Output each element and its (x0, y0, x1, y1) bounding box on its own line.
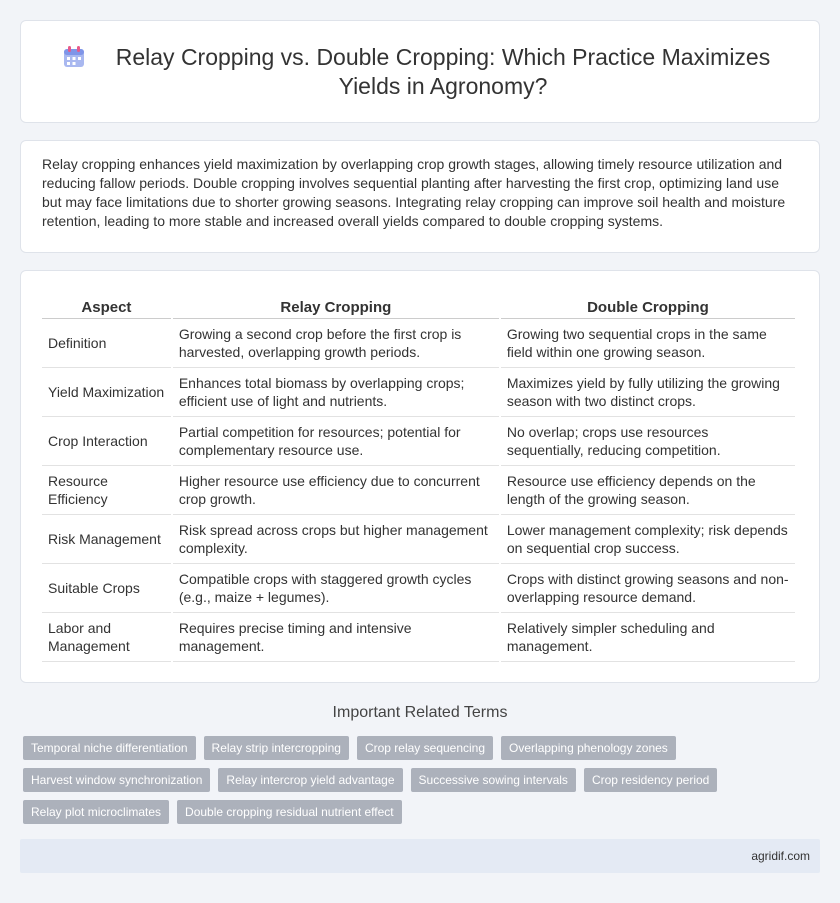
related-term-tag[interactable]: Relay intercrop yield advantage (218, 768, 402, 792)
row-aspect: Resource Efficiency (42, 466, 171, 515)
header-card (20, 20, 820, 123)
page-title: Relay Cropping vs. Double Cropping: Which Practice Maximizes Yields in Agronomy? (115, 43, 771, 99)
related-terms-title: Important Related Terms (332, 704, 508, 721)
row-aspect: Suitable Crops (42, 564, 171, 613)
related-term-tag[interactable]: Relay strip intercropping (204, 736, 349, 760)
row-double: Lower management complexity; risk depends on sequential crop success. (501, 515, 795, 564)
related-term-tag[interactable]: Harvest window synchronization (23, 768, 210, 792)
row-double: Maximizes yield by fully utilizing the growing season with two distinct crops. (501, 368, 795, 417)
footer (20, 839, 820, 873)
tag-row (23, 736, 823, 760)
table-row (42, 564, 795, 613)
table-row (42, 466, 795, 515)
calendar-icon (61, 44, 87, 70)
table-row (42, 515, 795, 564)
row-double: Growing two sequential crops in the same field within one growing season. (501, 319, 795, 368)
tag-row (23, 768, 823, 792)
header-relay: Relay Cropping (173, 295, 499, 319)
tag-row (23, 800, 823, 824)
row-relay: Risk spread across crops but higher management complexity. (173, 515, 499, 564)
row-relay: Enhances total biomass by overlapping crops; efficient use of light and nutrients. (173, 368, 499, 417)
row-relay: Compatible crops with staggered growth cycles (e.g., maize + legumes). (173, 564, 499, 613)
footer-site-link[interactable]: agridif.com (751, 849, 810, 863)
related-term-tag[interactable]: Temporal niche differentiation (23, 736, 196, 760)
related-term-tag[interactable]: Crop relay sequencing (357, 736, 493, 760)
comparison-table (40, 295, 797, 662)
related-terms-tags (23, 736, 823, 832)
related-term-tag[interactable]: Successive sowing intervals (411, 768, 576, 792)
row-double: Relatively simpler scheduling and management. (501, 613, 795, 662)
row-aspect: Labor and Management (42, 613, 171, 662)
comparison-card (20, 270, 820, 683)
related-term-tag[interactable]: Relay plot microclimates (23, 800, 169, 824)
related-term-tag[interactable]: Double cropping residual nutrient effect (177, 800, 402, 824)
row-aspect: Definition (42, 319, 171, 368)
row-aspect: Crop Interaction (42, 417, 171, 466)
related-term-tag[interactable]: Overlapping phenology zones (501, 736, 676, 760)
row-relay: Partial competition for resources; potential for complementary resource use. (173, 417, 499, 466)
row-relay: Higher resource use efficiency due to concurrent crop growth. (173, 466, 499, 515)
row-aspect: Yield Maximization (42, 368, 171, 417)
header-aspect: Aspect (42, 295, 171, 319)
intro-text: Relay cropping enhances yield maximization by overlapping crop growth stages, allowing timely resource utilization and reducing fallow periods. Double cropping involves sequential planting after harvesting the first crop, optimizing land use but may face limitations due to shorter growing seasons. Integrating relay cropping can improve soil health and moisture retention, leading to more stable and increased overall yields compared to double cropping systems. (42, 156, 786, 229)
table-row (42, 417, 795, 466)
row-relay: Requires precise timing and intensive management. (173, 613, 499, 662)
related-term-tag[interactable]: Crop residency period (584, 768, 717, 792)
table-header-row (42, 295, 795, 319)
table-row (42, 368, 795, 417)
header-double: Double Cropping (501, 295, 795, 319)
row-double: Crops with distinct growing seasons and non-overlapping resource demand. (501, 564, 795, 613)
row-aspect: Risk Management (42, 515, 171, 564)
row-double: No overlap; crops use resources sequentially, reducing competition. (501, 417, 795, 466)
intro-card (20, 140, 820, 253)
row-relay: Growing a second crop before the first crop is harvested, overlapping growth periods. (173, 319, 499, 368)
table-row (42, 319, 795, 368)
row-double: Resource use efficiency depends on the length of the growing season. (501, 466, 795, 515)
table-row (42, 613, 795, 662)
